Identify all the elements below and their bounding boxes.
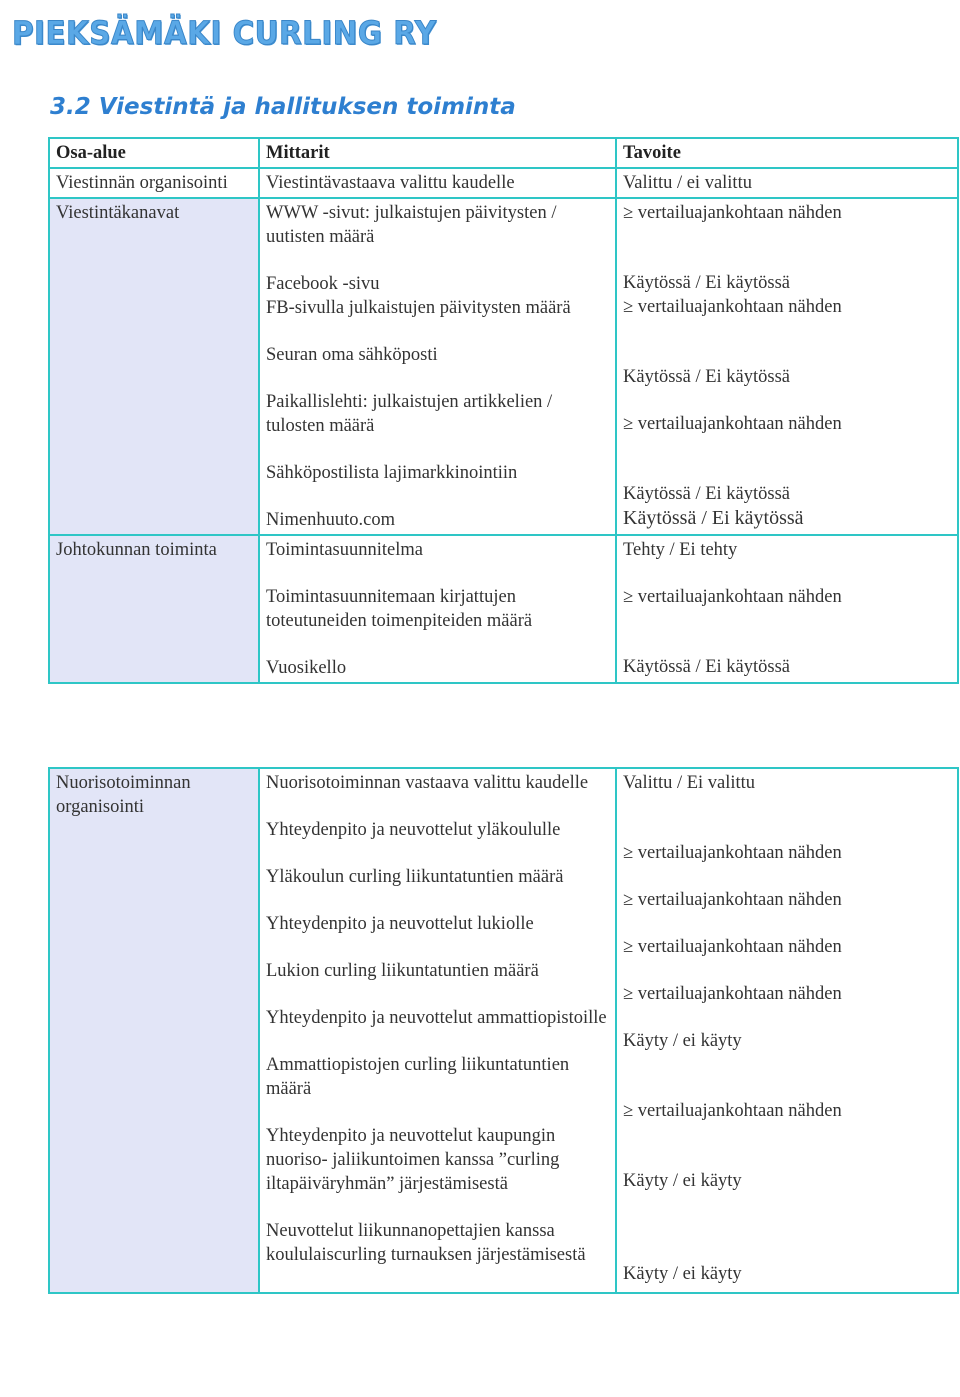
- metric-item: Yläkoulun curling liikuntatuntien määrä: [266, 867, 564, 887]
- club-logo: PIEKSÄMÄKI CURLING RY: [12, 14, 437, 52]
- metric-item: Toimintasuunnitelma: [266, 540, 423, 560]
- metric-item: Nimenhuuto.com: [266, 510, 395, 530]
- metric-item: Nuorisotoiminnan vastaava valittu kaudelle: [266, 773, 589, 793]
- goal-cell: [616, 768, 958, 1293]
- metric-item: Neuvottelut liikunnanopettajien kanssa koululaiscurling turnauksen järjestämisestä: [266, 1221, 586, 1265]
- goal-item: ≥ vertailuajankohtaan nähden: [623, 1101, 842, 1121]
- goal-item: Käyty / ei käyty: [623, 1264, 742, 1284]
- goal-item: Käytössä / Ei käytössä: [623, 273, 790, 293]
- metric-item: Yhteydenpito ja neuvottelut ammattiopistoille: [266, 1008, 607, 1028]
- goal-item: ≥ vertailuajankohtaan nähden: [623, 984, 842, 1004]
- goal-item: ≥ vertailuajankohtaan nähden: [623, 587, 842, 607]
- header-metrics: Mittarit: [259, 138, 616, 168]
- area-cell: Viestinnän organisointi: [49, 168, 259, 198]
- goal-cell: [616, 535, 958, 683]
- goal-item: Käytössä / Ei käytössä: [623, 367, 790, 387]
- metric-item: Seuran oma sähköposti: [266, 345, 438, 365]
- metric-item: Vuosikello: [266, 658, 347, 678]
- metric-item: Lukion curling liikuntatuntien määrä: [266, 961, 539, 981]
- header-goal: Tavoite: [616, 138, 958, 168]
- goal-item: ≥ vertailuajankohtaan nähden: [623, 937, 842, 957]
- goal-item: ≥ vertailuajankohtaan nähden: [623, 414, 842, 434]
- communication-table: [48, 137, 959, 684]
- area-cell: Johtokunnan toiminta: [49, 535, 259, 683]
- goal-item: ≥ vertailuajankohtaan nähden: [623, 203, 842, 223]
- metric-item: FB-sivulla julkaistujen päivitysten määrä: [266, 298, 571, 318]
- header-area: Osa-alue: [49, 138, 259, 168]
- metric-item: Ammattiopistojen curling liikuntatuntien määrä: [266, 1055, 570, 1099]
- table-row: [49, 768, 958, 1293]
- goal-item: Käytössä / Ei käytössä: [623, 507, 804, 529]
- youth-activity-table: [48, 767, 959, 1294]
- metric-item: Yhteydenpito ja neuvottelut yläkoululle: [266, 820, 561, 840]
- goal-item: Käytössä / Ei käytössä: [623, 657, 790, 677]
- goal-item: Käyty / ei käyty: [623, 1171, 742, 1191]
- metric-item: Yhteydenpito ja neuvottelut lukiolle: [266, 914, 534, 934]
- metric-item: WWW -sivut: julkaistujen päivitysten / uutisten määrä: [266, 203, 557, 247]
- area-cell: Viestintäkanavat: [49, 198, 259, 535]
- goal-item: Tehty / Ei tehty: [623, 540, 738, 560]
- metric-cell: [259, 198, 616, 535]
- goal-item: Valittu / Ei valittu: [623, 773, 756, 793]
- goal-item: ≥ vertailuajankohtaan nähden: [623, 297, 842, 317]
- metric-item: Sähköpostilista lajimarkkinointiin: [266, 463, 518, 483]
- area-cell: Nuorisotoiminnan organisointi: [49, 768, 259, 1293]
- metric-cell: [259, 768, 616, 1293]
- table-row: [49, 168, 958, 198]
- metric-item: Paikallislehti: julkaistujen artikkelien / tulosten määrä: [266, 392, 553, 436]
- table-header-row: [49, 138, 958, 168]
- metric-item: Facebook -sivu: [266, 274, 380, 294]
- section-title: 3.2 Viestintä ja hallituksen toiminta: [50, 94, 516, 120]
- goal-item: Käyty / ei käyty: [623, 1031, 742, 1051]
- goal-item: ≥ vertailuajankohtaan nähden: [623, 843, 842, 863]
- goal-cell: Valittu / ei valittu: [616, 168, 958, 198]
- table-row: [49, 535, 958, 683]
- metric-cell: [259, 535, 616, 683]
- goal-item: Käytössä / Ei käytössä: [623, 484, 790, 504]
- goal-cell: [616, 198, 958, 535]
- goal-item: ≥ vertailuajankohtaan nähden: [623, 890, 842, 910]
- metric-cell: Viestintävastaava valittu kaudelle: [259, 168, 616, 198]
- table-row: [49, 198, 958, 535]
- metric-item: Yhteydenpito ja neuvottelut kaupungin nuoriso- jaliikuntoimen kanssa ”curling iltapäiväryhmän” järjestämisestä: [266, 1126, 560, 1194]
- metric-item: Toimintasuunnitemaan kirjattujen toteutuneiden toimenpiteiden määrä: [266, 587, 533, 631]
